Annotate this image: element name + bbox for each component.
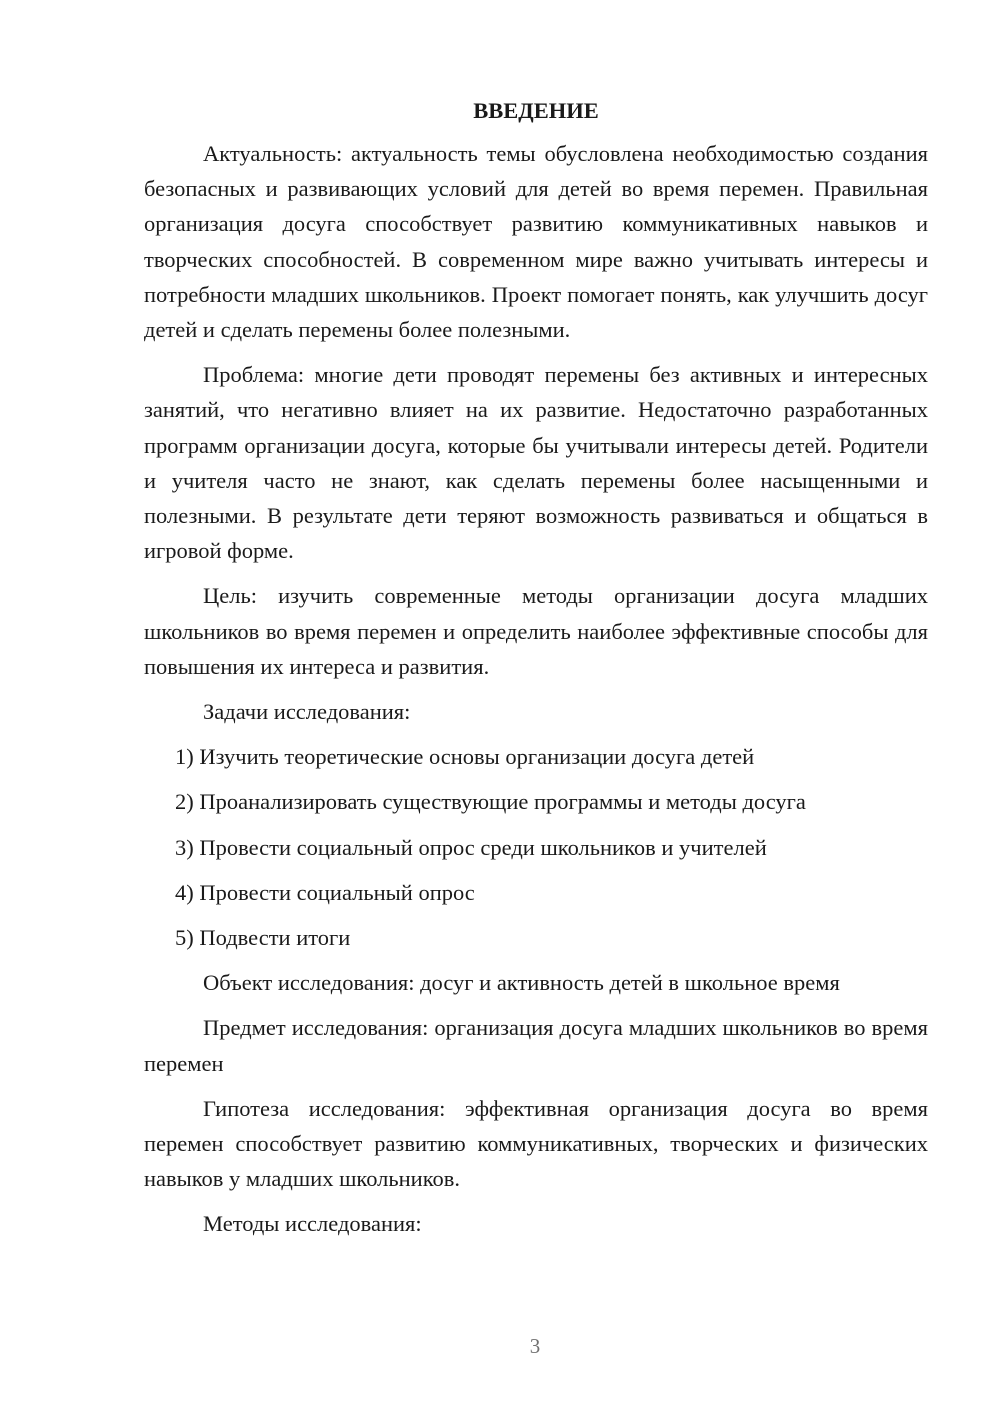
document-body (144, 96, 928, 1252)
relevance-paragraph: Актуальность: актуальность темы обусловлена необходимостью создания безопасных и развивающих условий для детей во время перемен. Правильная организация досуга способствует развитию коммуникативных навыков и творческих способностей. В современном мире важно учитывать интересы и потребности младших школьников. Проект помогает понять, как улучшить досуг детей и сделать перемены более полезными. (144, 141, 928, 343)
task-item: 3) Провести социальный опрос среди школьников и учителей (175, 834, 767, 860)
task-item: 4) Провести социальный опрос (175, 879, 475, 905)
task-item: 1) Изучить теоретические основы организации досуга детей (175, 744, 755, 770)
object-paragraph: Объект исследования: досуг и активность детей в школьное время (203, 970, 840, 996)
methods-heading: Методы исследования: (203, 1211, 422, 1237)
subject-paragraph: Предмет исследования: организация досуга младших школьников во время перемен (144, 1015, 928, 1076)
problem-paragraph: Проблема: многие дети проводят перемены без активных и интересных занятий, что негативно влияет на их развитие. Недостаточно разработанных программ организации досуга, которые бы учитывали интересы детей. Родители и учителя часто не знают, как сделать перемены более насыщенными и полезными. В результате дети теряют возможность развиваться и общаться в игровой форме. (144, 362, 928, 564)
tasks-heading: Задачи исследования: (203, 699, 411, 725)
task-item: 5) Подвести итоги (175, 925, 351, 951)
goal-paragraph: Цель: изучить современные методы организации досуга младших школьников во время перемен и определить наиболее эффективные способы для повышения их интереса и развития. (144, 583, 928, 679)
hypothesis-paragraph: Гипотеза исследования: эффективная организация досуга во время перемен способствует развитию коммуникативных, творческих и физических навыков у младших школьников. (144, 1095, 928, 1192)
page-title: ВВЕДЕНИЕ (473, 98, 599, 123)
page-number: 3 (529, 1334, 541, 1358)
task-item: 2) Проанализировать существующие программы и методы досуга (175, 789, 806, 815)
